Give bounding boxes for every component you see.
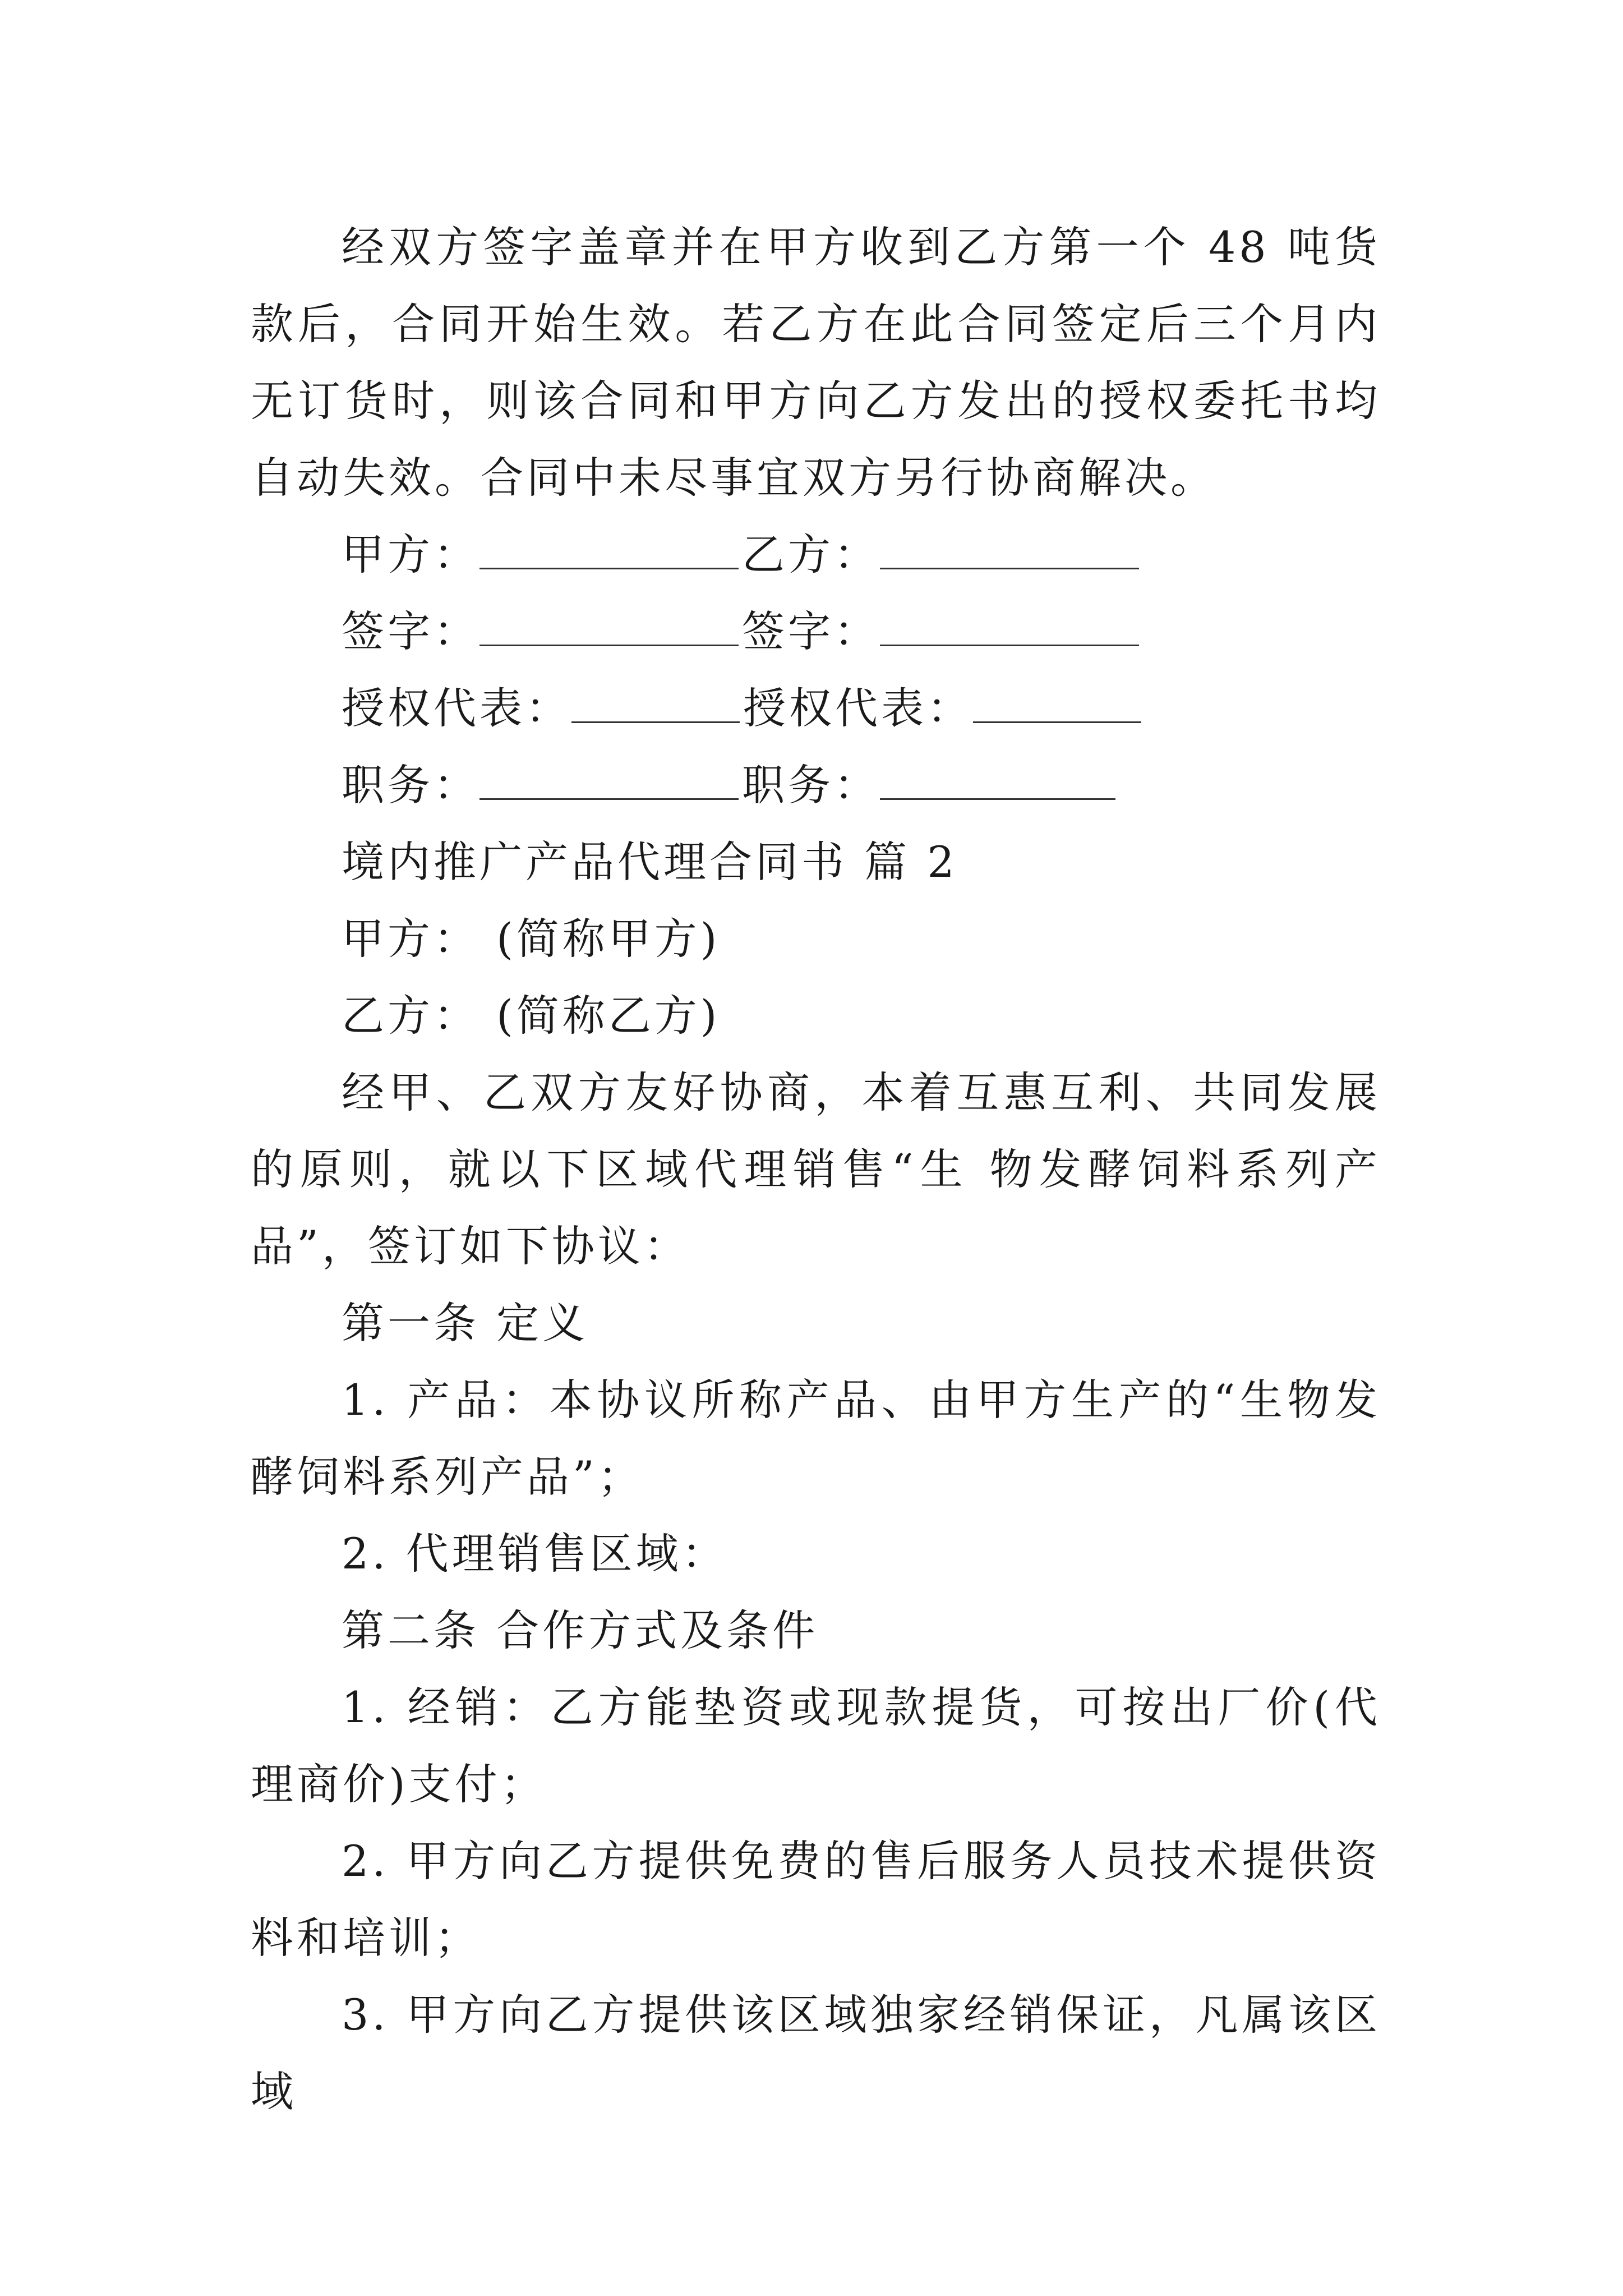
party-b-line: 乙方： (简称乙方): [342, 991, 721, 1041]
signature-sign-line: [251, 593, 1381, 670]
article1-item1: 1. 产品：本协议所称产品、由甲方生产的“生物发酵饲料系列产品”；: [251, 1375, 1381, 1502]
signature-party-line: [251, 516, 1381, 593]
sign-a-blank[interactable]: [479, 639, 739, 646]
party-b-blank[interactable]: [880, 562, 1139, 569]
title-b-blank[interactable]: [880, 793, 1115, 800]
title-a-label: 职务：: [342, 760, 479, 810]
article2-item2: 2. 甲方向乙方提供免费的售后服务人员技术提供资料和培训；: [251, 1836, 1381, 1963]
intro-paragraph: 经甲、乙双方友好协商，本着互惠互利、共同发展的原则，就以下区域代理销售“生 物发酵饲料系列产品”，签订如下协议：: [251, 1068, 1381, 1271]
sign-b-label: 签字：: [742, 606, 880, 656]
rep-b-label: 授权代表：: [743, 683, 973, 733]
party-a-blank[interactable]: [479, 562, 739, 569]
sign-b-blank[interactable]: [880, 639, 1139, 646]
rep-b-blank[interactable]: [973, 716, 1141, 723]
party-a-line: 甲方： (简称甲方): [342, 914, 721, 964]
article2-title: 第二条 合作方式及条件: [342, 1605, 819, 1655]
signature-rep-line: [251, 670, 1381, 747]
sign-a-label: 签字：: [342, 606, 479, 656]
title-a-blank[interactable]: [479, 793, 739, 800]
party-a-label: 甲方：: [342, 530, 479, 579]
article1-title: 第一条 定义: [342, 1298, 589, 1348]
article2-item1: 1. 经销：乙方能垫资或现款提货，可按出厂价(代理商价)支付；: [251, 1682, 1381, 1809]
rep-a-label: 授权代表：: [342, 683, 571, 733]
title-b-label: 职务：: [742, 760, 880, 810]
rep-a-blank[interactable]: [571, 716, 740, 723]
document-body: [251, 209, 1381, 2130]
section-title: 境内推广产品代理合同书 篇 2: [342, 837, 958, 887]
article1-item2: 2. 代理销售区域：: [342, 1529, 728, 1579]
party-b-label: 乙方：: [742, 530, 880, 579]
effective-clause-paragraph: 经双方签字盖章并在甲方收到乙方第一个 48 吨货款后，合同开始生效。若乙方在此合同签定后三个月内无订货时，则该合同和甲方向乙方发出的授权委托书均自动失效。合同中未尽事宜双方另行协商解决。: [251, 222, 1381, 503]
article2-item3: 3. 甲方向乙方提供该区域独家经销保证，凡属该区域: [251, 1990, 1381, 2116]
signature-title-line: [251, 747, 1381, 823]
